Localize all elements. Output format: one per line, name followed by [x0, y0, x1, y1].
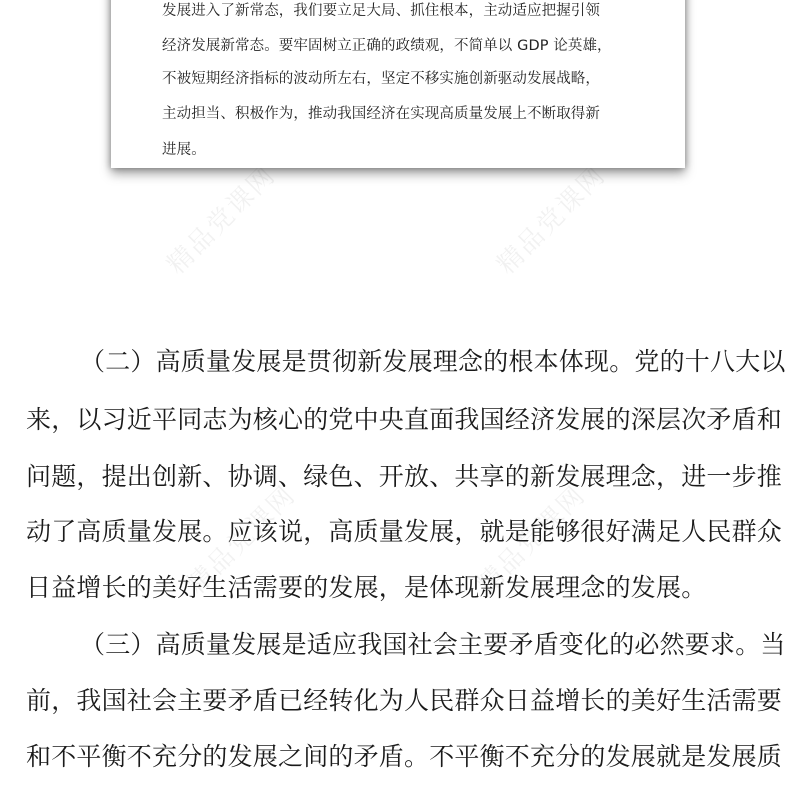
- card-line: 不被短期经济指标的波动所左右，坚定不移实施创新驱动发展战略，: [162, 71, 600, 87]
- card-line: 主动担当、积极作为，推动我国经济在实现高质量发展上不断取得新: [162, 106, 600, 122]
- paragraph-3-line: （三）高质量发展是适应我国社会主要矛盾变化的必然要求。当: [80, 630, 786, 659]
- paragraph-2-line: 动了高质量发展。应该说，高质量发展，就是能够很好满足人民群众: [26, 517, 783, 546]
- watermark-text: 精品党课网: [471, 480, 592, 601]
- watermark-text: 精品党课网: [491, 160, 612, 281]
- watermark-text: 精品党课网: [161, 160, 282, 281]
- quote-card: [111, 0, 685, 168]
- paragraph-3-line: 前，我国社会主要矛盾已经转化为人民群众日益增长的美好生活需要: [26, 686, 783, 715]
- paragraph-2-line: 问题，提出创新、协调、绿色、开放、共享的新发展理念，进一步推: [26, 462, 783, 491]
- paragraph-2-line: 日益增长的美好生活需要的发展，是体现新发展理念的发展。: [26, 573, 707, 602]
- paragraph-2-line: 来，以习近平同志为核心的党中央直面我国经济发展的深层次矛盾和: [26, 405, 783, 434]
- paragraph-2-line: （二）高质量发展是贯彻新发展理念的根本体现。党的十八大以: [80, 347, 786, 376]
- watermark-text: 精品党课网: [181, 480, 302, 601]
- card-line: 经济发展新常态。要牢固树立正确的政绩观，不简单以 GDP 论英雄，: [162, 38, 612, 54]
- card-line: 进展。: [162, 142, 206, 158]
- card-line: 发展进入了新常态，我们要立足大局、抓住根本，主动适应把握引领: [162, 3, 600, 19]
- paragraph-3-line: 和不平衡不充分的发展之间的矛盾。不平衡不充分的发展就是发展质: [26, 742, 783, 771]
